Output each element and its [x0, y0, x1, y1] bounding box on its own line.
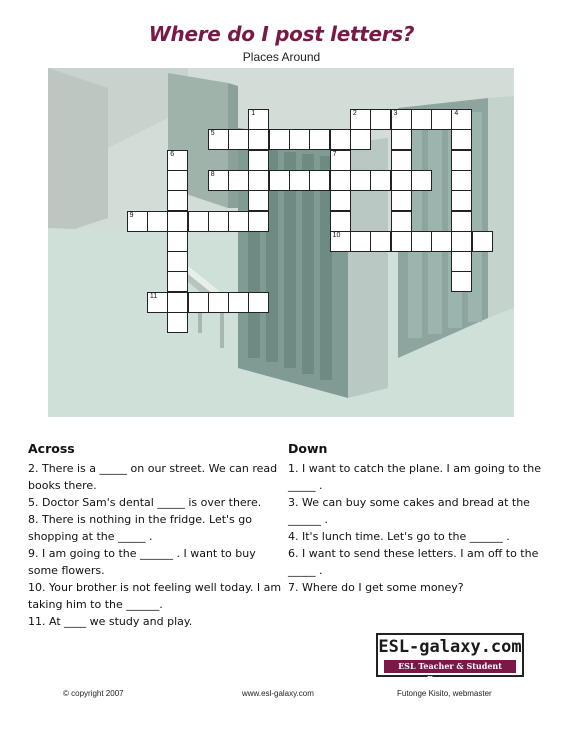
clue-number: 2 — [352, 110, 357, 117]
clue-number: 8 — [210, 170, 215, 178]
crossword-cell[interactable] — [228, 292, 249, 313]
crossword-cell[interactable] — [208, 129, 229, 150]
crossword-cell[interactable] — [391, 129, 412, 150]
crossword-cell[interactable] — [350, 170, 371, 191]
footer-copyright: © copyright 2007 — [63, 689, 124, 698]
crossword-cell[interactable] — [330, 211, 351, 232]
crossword-cell[interactable] — [208, 170, 229, 191]
crossword-cell[interactable] — [248, 190, 269, 211]
down-clue: 7. Where do I get some money? — [288, 581, 464, 594]
across-clue-list — [28, 460, 283, 630]
across-clue: 10. Your brother is not feeling well today. I am taking him to the ______. — [28, 581, 282, 611]
crossword-cell[interactable] — [167, 271, 188, 292]
clue-number: 4 — [454, 110, 459, 117]
crossword-cell[interactable] — [350, 129, 371, 150]
crossword-cell[interactable] — [350, 109, 371, 130]
footer-website[interactable]: www.esl-galaxy.com — [242, 689, 314, 698]
clue-number: 6 — [170, 150, 175, 158]
crossword-cell[interactable] — [167, 211, 188, 232]
across-clue: 8. There is nothing in the fridge. Let's go shopping at the _____ . — [28, 513, 253, 543]
crossword-cell[interactable] — [188, 211, 209, 232]
across-clue: 9. I am going to the ______ . I want to buy some flowers. — [28, 547, 256, 577]
crossword-cell[interactable] — [330, 190, 351, 211]
crossword-cell[interactable] — [167, 251, 188, 272]
crossword-cell[interactable] — [370, 231, 391, 252]
clue-number: 11 — [149, 292, 158, 300]
crossword-cell[interactable] — [167, 292, 188, 313]
clue-number: 10 — [332, 231, 341, 239]
clue-number: 7 — [332, 150, 337, 158]
across-clue: 5. Doctor Sam's dental _____ is over there. — [28, 496, 262, 509]
crossword-cell[interactable] — [451, 109, 472, 130]
crossword-cell[interactable] — [167, 170, 188, 191]
across-clue: 2. There is a _____ on our street. We can read books there. — [28, 462, 278, 492]
crossword-grid — [48, 68, 514, 417]
crossword-cell[interactable] — [451, 251, 472, 272]
crossword-cell[interactable] — [228, 211, 249, 232]
crossword-cell[interactable] — [289, 170, 310, 191]
down-clue: 6. I want to send these letters. I am off to the _____ . — [288, 547, 539, 577]
crossword-cell[interactable] — [248, 150, 269, 171]
crossword-cell[interactable] — [391, 109, 412, 130]
clue-number: 1 — [251, 110, 256, 117]
crossword-cell[interactable] — [411, 231, 432, 252]
crossword-cell[interactable] — [167, 150, 188, 171]
crossword-cell[interactable] — [391, 150, 412, 171]
crossword-cell[interactable] — [431, 109, 452, 130]
crossword-cell[interactable] — [269, 129, 290, 150]
crossword-cell[interactable] — [228, 129, 249, 150]
crossword-cell[interactable] — [350, 231, 371, 252]
clue-number: 9 — [129, 211, 134, 219]
footer-author: Futonge Kisito, webmaster — [397, 689, 492, 698]
crossword-cell[interactable] — [370, 109, 391, 130]
crossword-cell[interactable] — [451, 129, 472, 150]
crossword-cell[interactable] — [248, 170, 269, 191]
page-title: Where do I post letters? — [148, 22, 415, 46]
crossword-cell[interactable] — [391, 190, 412, 211]
down-heading: Down — [288, 441, 328, 456]
across-heading: Across — [28, 441, 75, 456]
logo-tagline: ESL Teacher & Student Resources — [384, 660, 516, 673]
crossword-cell[interactable] — [167, 231, 188, 252]
crossword-cell[interactable] — [431, 231, 452, 252]
crossword-cell[interactable] — [167, 312, 188, 333]
crossword-cell[interactable] — [451, 211, 472, 232]
crossword-cell[interactable] — [391, 170, 412, 191]
crossword-cell[interactable] — [248, 129, 269, 150]
crossword-cell[interactable] — [330, 170, 351, 191]
crossword-cell[interactable] — [147, 211, 168, 232]
across-clue: 11. At ____ we study and play. — [28, 615, 193, 628]
crossword-cell[interactable] — [228, 170, 249, 191]
crossword-cell[interactable] — [127, 211, 148, 232]
down-clue: 4. It's lunch time. Let's go to the ______ . — [288, 530, 510, 543]
crossword-cell[interactable] — [451, 231, 472, 252]
crossword-cell[interactable] — [248, 109, 269, 130]
crossword-cell[interactable] — [370, 170, 391, 191]
crossword-cell[interactable] — [411, 109, 432, 130]
clue-number: 5 — [210, 130, 215, 138]
page-subtitle: Places Around — [242, 50, 321, 64]
crossword-cell[interactable] — [208, 292, 229, 313]
down-clue: 1. I want to catch the plane. I am going to the _____ . — [288, 462, 541, 492]
crossword-cell[interactable] — [167, 190, 188, 211]
clue-number: 3 — [393, 110, 398, 117]
logo-name: ESL-galaxy.com — [378, 637, 522, 657]
crossword-cell[interactable] — [269, 170, 290, 191]
crossword-cell[interactable] — [330, 129, 351, 150]
crossword-cell[interactable] — [451, 190, 472, 211]
crossword-cell[interactable] — [451, 150, 472, 171]
crossword-cell[interactable] — [330, 150, 351, 171]
crossword-cell[interactable] — [147, 292, 168, 313]
down-clue: 3. We can buy some cakes and bread at the ______ . — [288, 496, 530, 526]
crossword-cell[interactable] — [188, 292, 209, 313]
crossword-cell[interactable] — [391, 231, 412, 252]
esl-galaxy-logo[interactable] — [376, 633, 524, 684]
crossword-cell[interactable] — [451, 170, 472, 191]
crossword-cell[interactable] — [309, 129, 330, 150]
crossword-cell[interactable] — [248, 211, 269, 232]
crossword-cell[interactable] — [330, 231, 351, 252]
crossword-cell[interactable] — [411, 170, 432, 191]
crossword-cell[interactable] — [472, 231, 493, 252]
crossword-cell[interactable] — [208, 211, 229, 232]
crossword-cell[interactable] — [289, 129, 310, 150]
crossword-cell[interactable] — [451, 271, 472, 292]
crossword-cell[interactable] — [391, 211, 412, 232]
crossword-cell[interactable] — [248, 292, 269, 313]
crossword-cell[interactable] — [309, 170, 330, 191]
down-clue-list — [288, 460, 548, 596]
